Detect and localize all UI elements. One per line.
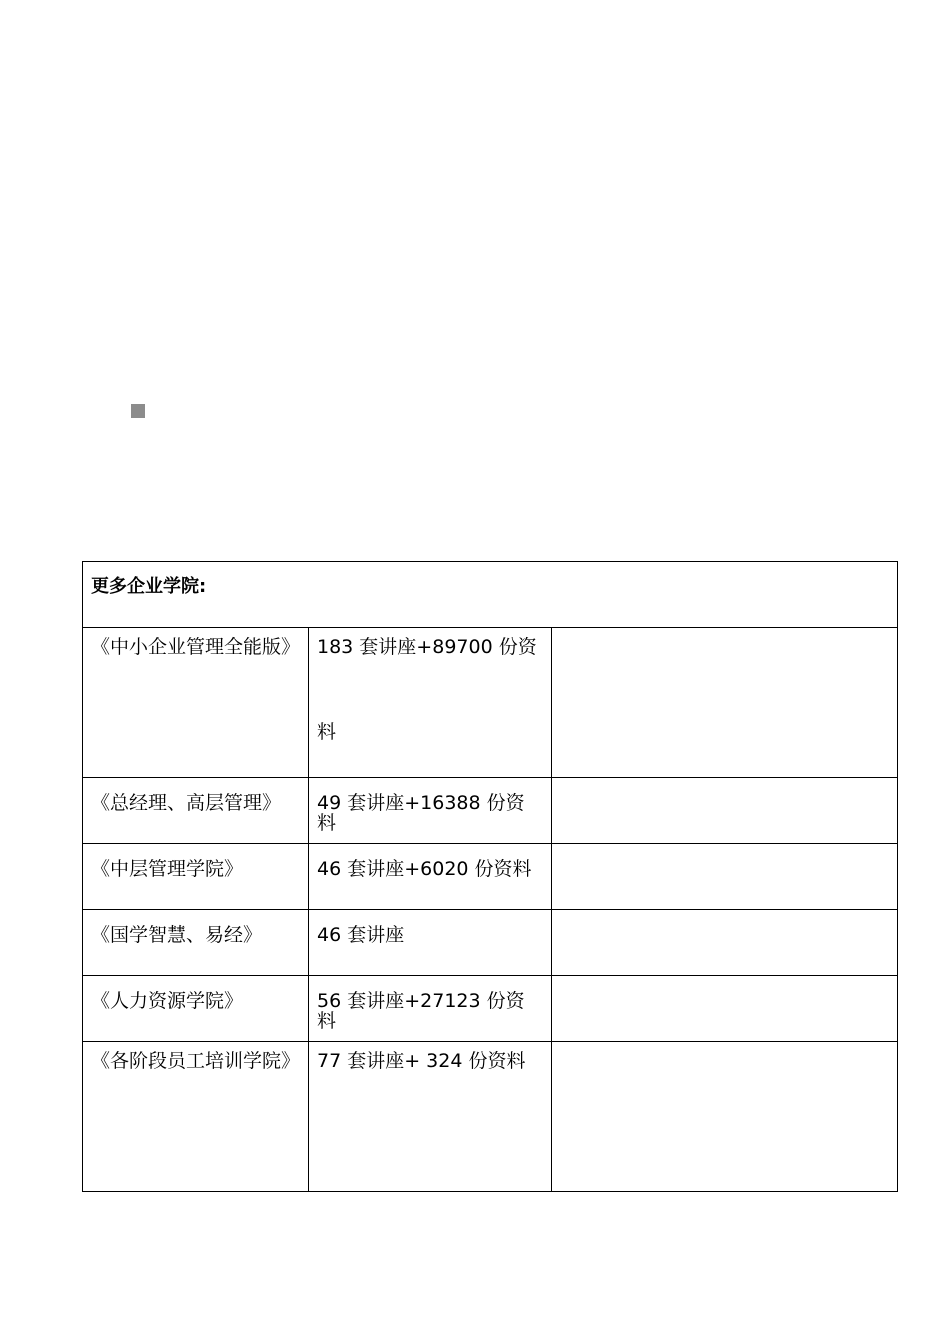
academy-count: 46 套讲座+6020 份资料 [309,844,552,910]
academy-count: 56 套讲座+27123 份资料 [309,976,552,1042]
table-row [83,1042,898,1192]
academy-name: 《各阶段员工培训学院》 [91,1050,301,1072]
academy-extra-cell [552,976,898,1042]
academy-name: 《中小企业管理全能版》 [91,636,301,658]
table-row [83,844,898,910]
table-header-cell: 更多企业学院: [83,562,898,628]
academy-count-cell [309,628,552,778]
academy-count: 46 套讲座 [309,910,552,976]
academy-extra-cell [552,628,898,778]
academy-table [82,561,898,1192]
academy-count: 77 套讲座+ 324 份资料 [317,1050,526,1072]
academy-name: 《人力资源学院》 [83,976,309,1042]
academy-extra-cell [552,910,898,976]
table-row [83,778,898,844]
square-bullet-icon [131,404,145,418]
academy-extra-cell [552,778,898,844]
table-row [83,910,898,976]
academy-name: 《总经理、高层管理》 [83,778,309,844]
academy-name-cell [83,1042,309,1192]
academy-count: 183 套讲座+89700 份资料 [317,636,537,743]
academy-name-cell [83,628,309,778]
academy-count: 49 套讲座+16388 份资料 [309,778,552,844]
academy-extra-cell [552,844,898,910]
academy-extra-cell [552,1042,898,1192]
academy-name: 《中层管理学院》 [83,844,309,910]
academy-name: 《国学智慧、易经》 [83,910,309,976]
table-row [83,628,898,778]
academy-count-cell [309,1042,552,1192]
